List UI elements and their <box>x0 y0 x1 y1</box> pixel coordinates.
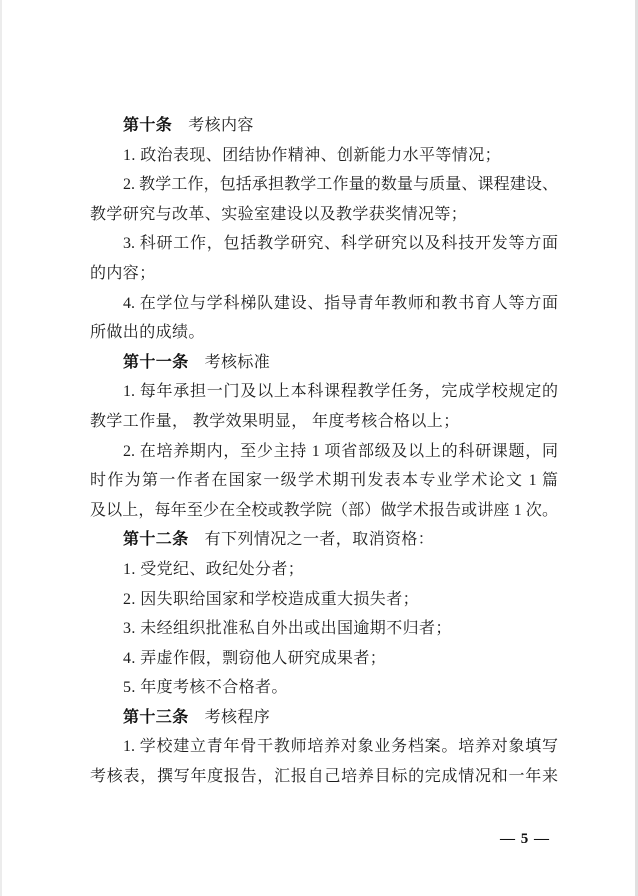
text-line: 2. 在培养期内，至少主持 1 项省部级及以上的科研课题，同 <box>123 442 558 460</box>
article-heading <box>90 348 558 378</box>
text-line: 及以上，每年至少在全校或教学院（部）做学术报告或讲座 1 次。 <box>90 501 558 519</box>
text-line: 2. 因失职给国家和学校造成重大损失者； <box>123 590 420 608</box>
article-title: 考核标准 <box>204 353 271 371</box>
article-heading <box>90 111 558 141</box>
text-line: 1. 受党纪、政纪处分者； <box>123 560 305 578</box>
page-number: — 5 — <box>500 831 550 847</box>
article-number: 第十二条 <box>123 531 189 549</box>
text-line: 4. 在学位与学科梯队建设、指导青年教师和教书育人等方面 <box>123 294 558 312</box>
text-line: 5. 年度考核不合格者。 <box>123 679 288 697</box>
article-title: 考核内容 <box>188 117 254 134</box>
text-line: 的内容； <box>90 264 156 282</box>
article-heading <box>90 703 558 733</box>
text-line: 3. 科研工作，包括教学研究、科学研究以及科技开发等方面 <box>123 235 558 253</box>
text-line: 时作为第一作者在国家一级学术期刊发表本专业学术论文 1 篇 <box>90 472 558 490</box>
text-line: 3. 未经组织批准私自外出或出国逾期不归者； <box>123 620 452 638</box>
text-line: 1. 学校建立青年骨干教师培养对象业务档案。培养对象填写 <box>123 738 558 756</box>
article-title: 考核程序 <box>204 708 271 726</box>
text-line: 2. 教学工作，包括承担教学工作量的数量与质量、课程建设、 <box>123 176 558 194</box>
text-line: 教学研究与改革、实验室建设以及教学获奖情况等； <box>90 205 468 223</box>
article-title: 有下列情况之一者，取消资格： <box>204 531 435 549</box>
article-number: 第十三条 <box>123 708 189 726</box>
text-line: 4. 弄虚作假，剽窃他人研究成果者； <box>123 649 387 667</box>
text-line: 教学工作量， 教学效果明显， 年度考核合格以上； <box>90 412 460 430</box>
text-line: 考核表，撰写年度报告，汇报自己培养目标的完成情况和一年来 <box>90 768 558 786</box>
text-line: 1. 政治表现、团结协作精神、创新能力水平等情况； <box>123 146 502 164</box>
article-heading <box>90 525 558 555</box>
text-line: 所做出的成绩。 <box>90 324 205 342</box>
article-number: 第十一条 <box>123 353 189 371</box>
document-body <box>90 111 558 792</box>
text-line: 1. 每年承担一门及以上本科课程教学任务，完成学校规定的 <box>123 383 558 401</box>
article-number: 第十条 <box>123 117 173 134</box>
